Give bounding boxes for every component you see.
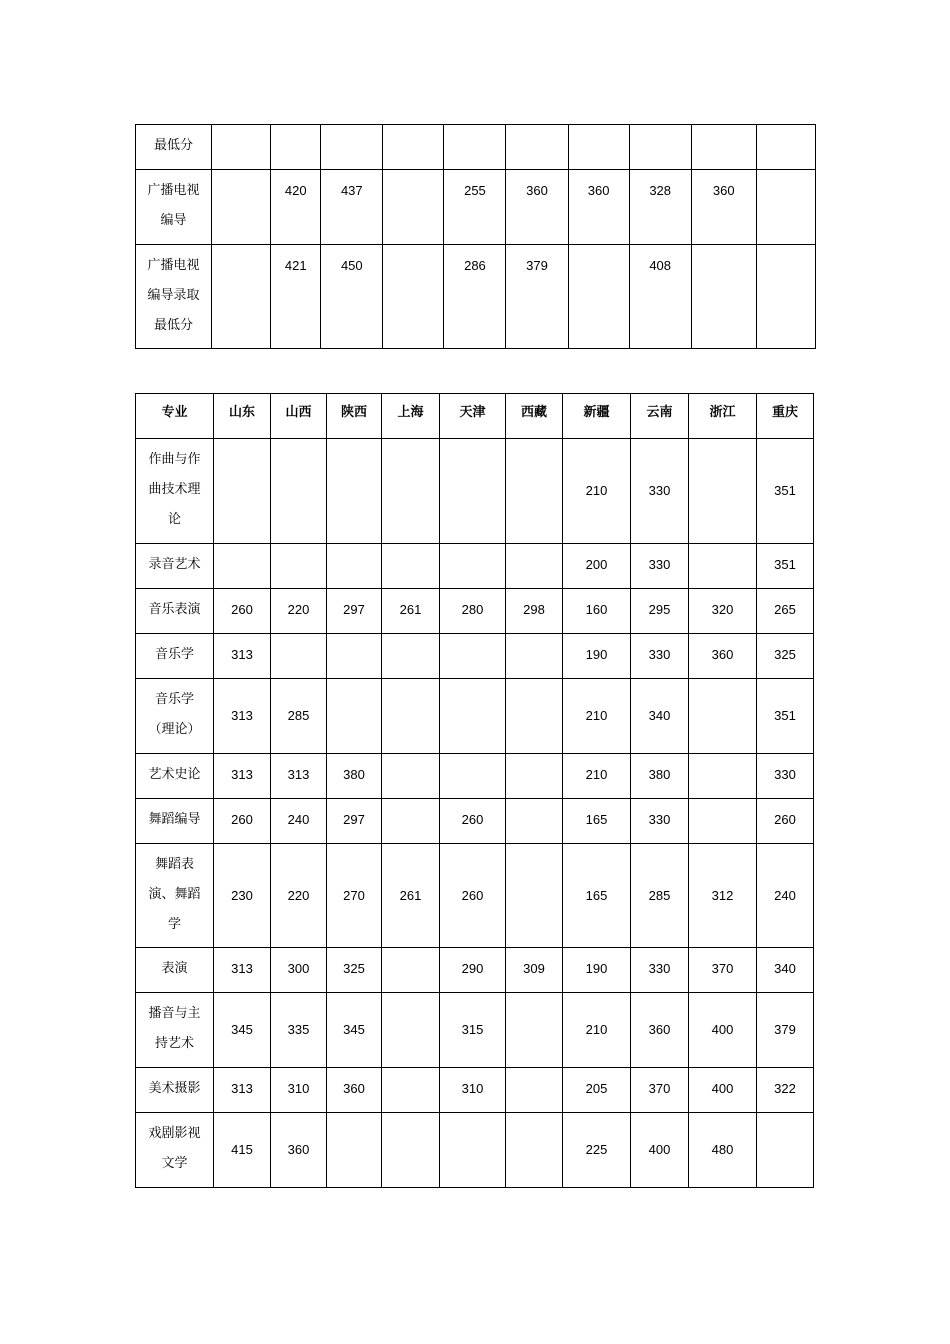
row-label-text: 艺术史论 bbox=[148, 767, 201, 782]
table-cell bbox=[756, 245, 815, 349]
table-cell: 400 bbox=[689, 1068, 757, 1113]
table-cell bbox=[440, 679, 506, 754]
table-row bbox=[136, 754, 814, 799]
table-cell: 280 bbox=[440, 589, 506, 634]
table-cell: 312 bbox=[689, 844, 757, 948]
table-cell: 450 bbox=[321, 245, 383, 349]
column-header: 专业 bbox=[136, 394, 214, 439]
table-cell bbox=[568, 245, 629, 349]
row-label-text: 音乐表演 bbox=[148, 602, 201, 617]
table-cell: 330 bbox=[757, 754, 814, 799]
table-cell bbox=[271, 634, 327, 679]
table-cell bbox=[383, 170, 444, 245]
table-cell: 345 bbox=[214, 993, 271, 1068]
table-cell: 437 bbox=[321, 170, 383, 245]
table-row bbox=[136, 993, 814, 1068]
column-header: 上海 bbox=[382, 394, 440, 439]
table-cell: 286 bbox=[444, 245, 506, 349]
column-header: 山西 bbox=[271, 394, 327, 439]
table-cell bbox=[382, 754, 440, 799]
table-cell bbox=[321, 125, 383, 170]
table-cell: 210 bbox=[563, 754, 631, 799]
table-cell bbox=[440, 544, 506, 589]
table-cell: 421 bbox=[271, 245, 321, 349]
table-cell bbox=[214, 544, 271, 589]
table-cell: 310 bbox=[440, 1068, 506, 1113]
column-header: 重庆 bbox=[757, 394, 814, 439]
table-cell: 360 bbox=[691, 170, 756, 245]
table-cell: 230 bbox=[214, 844, 271, 948]
table-cell bbox=[506, 544, 563, 589]
table-cell: 313 bbox=[214, 948, 271, 993]
table-row bbox=[136, 1068, 814, 1113]
row-label bbox=[136, 1068, 214, 1113]
table-cell bbox=[689, 439, 757, 544]
header-row bbox=[136, 394, 814, 439]
table-cell: 480 bbox=[689, 1113, 757, 1188]
table-cell bbox=[327, 439, 382, 544]
table-cell bbox=[689, 799, 757, 844]
table-cell bbox=[506, 125, 568, 170]
table-cell bbox=[689, 754, 757, 799]
table-cell: 260 bbox=[440, 844, 506, 948]
table-cell bbox=[382, 679, 440, 754]
table-row bbox=[136, 170, 816, 245]
row-label-text: 戏剧影视文学 bbox=[148, 1126, 201, 1171]
table-cell: 240 bbox=[757, 844, 814, 948]
table-cell bbox=[382, 948, 440, 993]
table-cell bbox=[506, 439, 563, 544]
table-cell: 240 bbox=[271, 799, 327, 844]
table-cell: 335 bbox=[271, 993, 327, 1068]
table-cell bbox=[212, 245, 271, 349]
table-cell: 313 bbox=[214, 634, 271, 679]
row-label-text: 音乐学 bbox=[154, 647, 194, 662]
table-cell: 190 bbox=[563, 634, 631, 679]
table-cell bbox=[506, 634, 563, 679]
table-cell bbox=[756, 125, 815, 170]
table-cell bbox=[271, 439, 327, 544]
table-cell: 313 bbox=[271, 754, 327, 799]
table-cell: 322 bbox=[757, 1068, 814, 1113]
column-header: 西藏 bbox=[506, 394, 563, 439]
row-label bbox=[136, 844, 214, 948]
column-header: 浙江 bbox=[689, 394, 757, 439]
table-cell: 165 bbox=[563, 844, 631, 948]
table-row bbox=[136, 439, 814, 544]
row-label-text: 录音艺术 bbox=[148, 557, 201, 572]
table-cell: 297 bbox=[327, 589, 382, 634]
table-row bbox=[136, 245, 816, 349]
row-label-text: 广播电视编导录取最低分 bbox=[147, 258, 200, 333]
table-cell: 330 bbox=[631, 439, 689, 544]
table-cell: 330 bbox=[631, 948, 689, 993]
table-cell: 261 bbox=[382, 844, 440, 948]
table-cell: 380 bbox=[631, 754, 689, 799]
table-cell bbox=[691, 245, 756, 349]
table-cell: 205 bbox=[563, 1068, 631, 1113]
table-cell bbox=[212, 125, 271, 170]
table-cell: 261 bbox=[382, 589, 440, 634]
table-cell: 320 bbox=[689, 589, 757, 634]
table-cell: 379 bbox=[506, 245, 568, 349]
table-cell bbox=[327, 679, 382, 754]
row-label bbox=[136, 245, 212, 349]
table-cell bbox=[440, 439, 506, 544]
table-cell: 400 bbox=[631, 1113, 689, 1188]
table-cell: 370 bbox=[689, 948, 757, 993]
row-label bbox=[136, 679, 214, 754]
row-label bbox=[136, 799, 214, 844]
table-cell: 310 bbox=[271, 1068, 327, 1113]
table-cell bbox=[689, 544, 757, 589]
table-cell: 300 bbox=[271, 948, 327, 993]
table-cell: 370 bbox=[631, 1068, 689, 1113]
table-cell bbox=[382, 1113, 440, 1188]
table-cell bbox=[214, 439, 271, 544]
table-row bbox=[136, 679, 814, 754]
row-label bbox=[136, 754, 214, 799]
table-row bbox=[136, 544, 814, 589]
table-cell: 290 bbox=[440, 948, 506, 993]
row-label-text: 作曲与作曲技术理论 bbox=[148, 452, 201, 527]
table-cell: 220 bbox=[271, 589, 327, 634]
table-cell bbox=[440, 634, 506, 679]
table-cell bbox=[212, 170, 271, 245]
row-label bbox=[136, 589, 214, 634]
table-cell bbox=[756, 170, 815, 245]
table-cell bbox=[691, 125, 756, 170]
column-header: 山东 bbox=[214, 394, 271, 439]
table-cell bbox=[271, 544, 327, 589]
row-label-text: 美术摄影 bbox=[148, 1081, 201, 1096]
table-cell: 260 bbox=[214, 589, 271, 634]
table-cell: 328 bbox=[629, 170, 691, 245]
table-cell: 313 bbox=[214, 754, 271, 799]
table-cell: 330 bbox=[631, 544, 689, 589]
table-cell: 260 bbox=[757, 799, 814, 844]
table-cell: 340 bbox=[631, 679, 689, 754]
table-cell: 165 bbox=[563, 799, 631, 844]
table-cell bbox=[568, 125, 629, 170]
table-cell: 360 bbox=[506, 170, 568, 245]
table-row bbox=[136, 948, 814, 993]
column-header: 陕西 bbox=[327, 394, 382, 439]
table-cell: 313 bbox=[214, 679, 271, 754]
table-cell: 360 bbox=[271, 1113, 327, 1188]
table-cell: 285 bbox=[631, 844, 689, 948]
table-cell bbox=[506, 1113, 563, 1188]
table-row bbox=[136, 844, 814, 948]
table-cell: 285 bbox=[271, 679, 327, 754]
table-cell bbox=[327, 634, 382, 679]
table-cell: 200 bbox=[563, 544, 631, 589]
table-cell bbox=[382, 439, 440, 544]
table-cell: 380 bbox=[327, 754, 382, 799]
table-cell: 415 bbox=[214, 1113, 271, 1188]
score-table-continued bbox=[135, 124, 816, 349]
row-label bbox=[136, 170, 212, 245]
column-header: 云南 bbox=[631, 394, 689, 439]
table-cell: 345 bbox=[327, 993, 382, 1068]
table-cell: 325 bbox=[327, 948, 382, 993]
row-label-text: 表演 bbox=[161, 961, 188, 976]
table-cell bbox=[506, 754, 563, 799]
table-cell: 408 bbox=[629, 245, 691, 349]
table-cell bbox=[444, 125, 506, 170]
table-cell bbox=[440, 1113, 506, 1188]
table-cell: 400 bbox=[689, 993, 757, 1068]
table-cell bbox=[689, 679, 757, 754]
table-cell: 210 bbox=[563, 439, 631, 544]
table-cell bbox=[382, 799, 440, 844]
row-label-text: 播音与主持艺术 bbox=[148, 1006, 201, 1051]
admission-score-table bbox=[135, 393, 814, 1188]
table-cell: 260 bbox=[214, 799, 271, 844]
table-cell: 265 bbox=[757, 589, 814, 634]
table-row bbox=[136, 634, 814, 679]
table-cell: 360 bbox=[631, 993, 689, 1068]
row-label bbox=[136, 993, 214, 1068]
table-cell: 220 bbox=[271, 844, 327, 948]
table-cell: 298 bbox=[506, 589, 563, 634]
table-cell bbox=[506, 993, 563, 1068]
column-header: 新疆 bbox=[563, 394, 631, 439]
table-cell bbox=[327, 1113, 382, 1188]
table-cell: 351 bbox=[757, 439, 814, 544]
table-cell: 270 bbox=[327, 844, 382, 948]
table-cell: 340 bbox=[757, 948, 814, 993]
row-label bbox=[136, 1113, 214, 1188]
table-cell bbox=[383, 245, 444, 349]
table-cell: 210 bbox=[563, 679, 631, 754]
column-header: 天津 bbox=[440, 394, 506, 439]
table-cell bbox=[382, 993, 440, 1068]
table-cell: 297 bbox=[327, 799, 382, 844]
table-cell bbox=[506, 679, 563, 754]
row-label bbox=[136, 948, 214, 993]
table-cell: 255 bbox=[444, 170, 506, 245]
row-label bbox=[136, 125, 212, 170]
table-cell bbox=[506, 799, 563, 844]
table-cell bbox=[506, 1068, 563, 1113]
table-cell: 379 bbox=[757, 993, 814, 1068]
table-cell: 351 bbox=[757, 679, 814, 754]
table-row bbox=[136, 125, 816, 170]
table-row bbox=[136, 589, 814, 634]
table-cell bbox=[440, 754, 506, 799]
table-cell: 295 bbox=[631, 589, 689, 634]
table-cell bbox=[629, 125, 691, 170]
row-label bbox=[136, 634, 214, 679]
row-label-text: 最低分 bbox=[154, 138, 194, 153]
table-row bbox=[136, 799, 814, 844]
row-label bbox=[136, 544, 214, 589]
table-cell: 325 bbox=[757, 634, 814, 679]
table-cell: 360 bbox=[689, 634, 757, 679]
table-cell: 360 bbox=[327, 1068, 382, 1113]
table-cell: 315 bbox=[440, 993, 506, 1068]
row-label-text: 舞蹈编导 bbox=[148, 812, 201, 827]
table-cell bbox=[382, 634, 440, 679]
table-cell: 420 bbox=[271, 170, 321, 245]
table-cell: 225 bbox=[563, 1113, 631, 1188]
table-cell: 330 bbox=[631, 634, 689, 679]
table-cell bbox=[271, 125, 321, 170]
row-label-text: 舞蹈表演、舞蹈学 bbox=[148, 857, 201, 932]
table-cell: 309 bbox=[506, 948, 563, 993]
table-cell bbox=[506, 844, 563, 948]
table-cell: 330 bbox=[631, 799, 689, 844]
table-cell bbox=[757, 1113, 814, 1188]
table-cell: 260 bbox=[440, 799, 506, 844]
table-cell: 351 bbox=[757, 544, 814, 589]
row-label-text: 广播电视编导 bbox=[147, 183, 200, 228]
row-label-text: 音乐学（理论） bbox=[148, 692, 201, 737]
table-cell bbox=[382, 544, 440, 589]
table-row bbox=[136, 1113, 814, 1188]
row-label bbox=[136, 439, 214, 544]
table-cell: 360 bbox=[568, 170, 629, 245]
table-cell: 313 bbox=[214, 1068, 271, 1113]
table-cell: 190 bbox=[563, 948, 631, 993]
table-cell bbox=[382, 1068, 440, 1113]
table-cell bbox=[383, 125, 444, 170]
table-cell: 210 bbox=[563, 993, 631, 1068]
table-cell: 160 bbox=[563, 589, 631, 634]
table-cell bbox=[327, 544, 382, 589]
